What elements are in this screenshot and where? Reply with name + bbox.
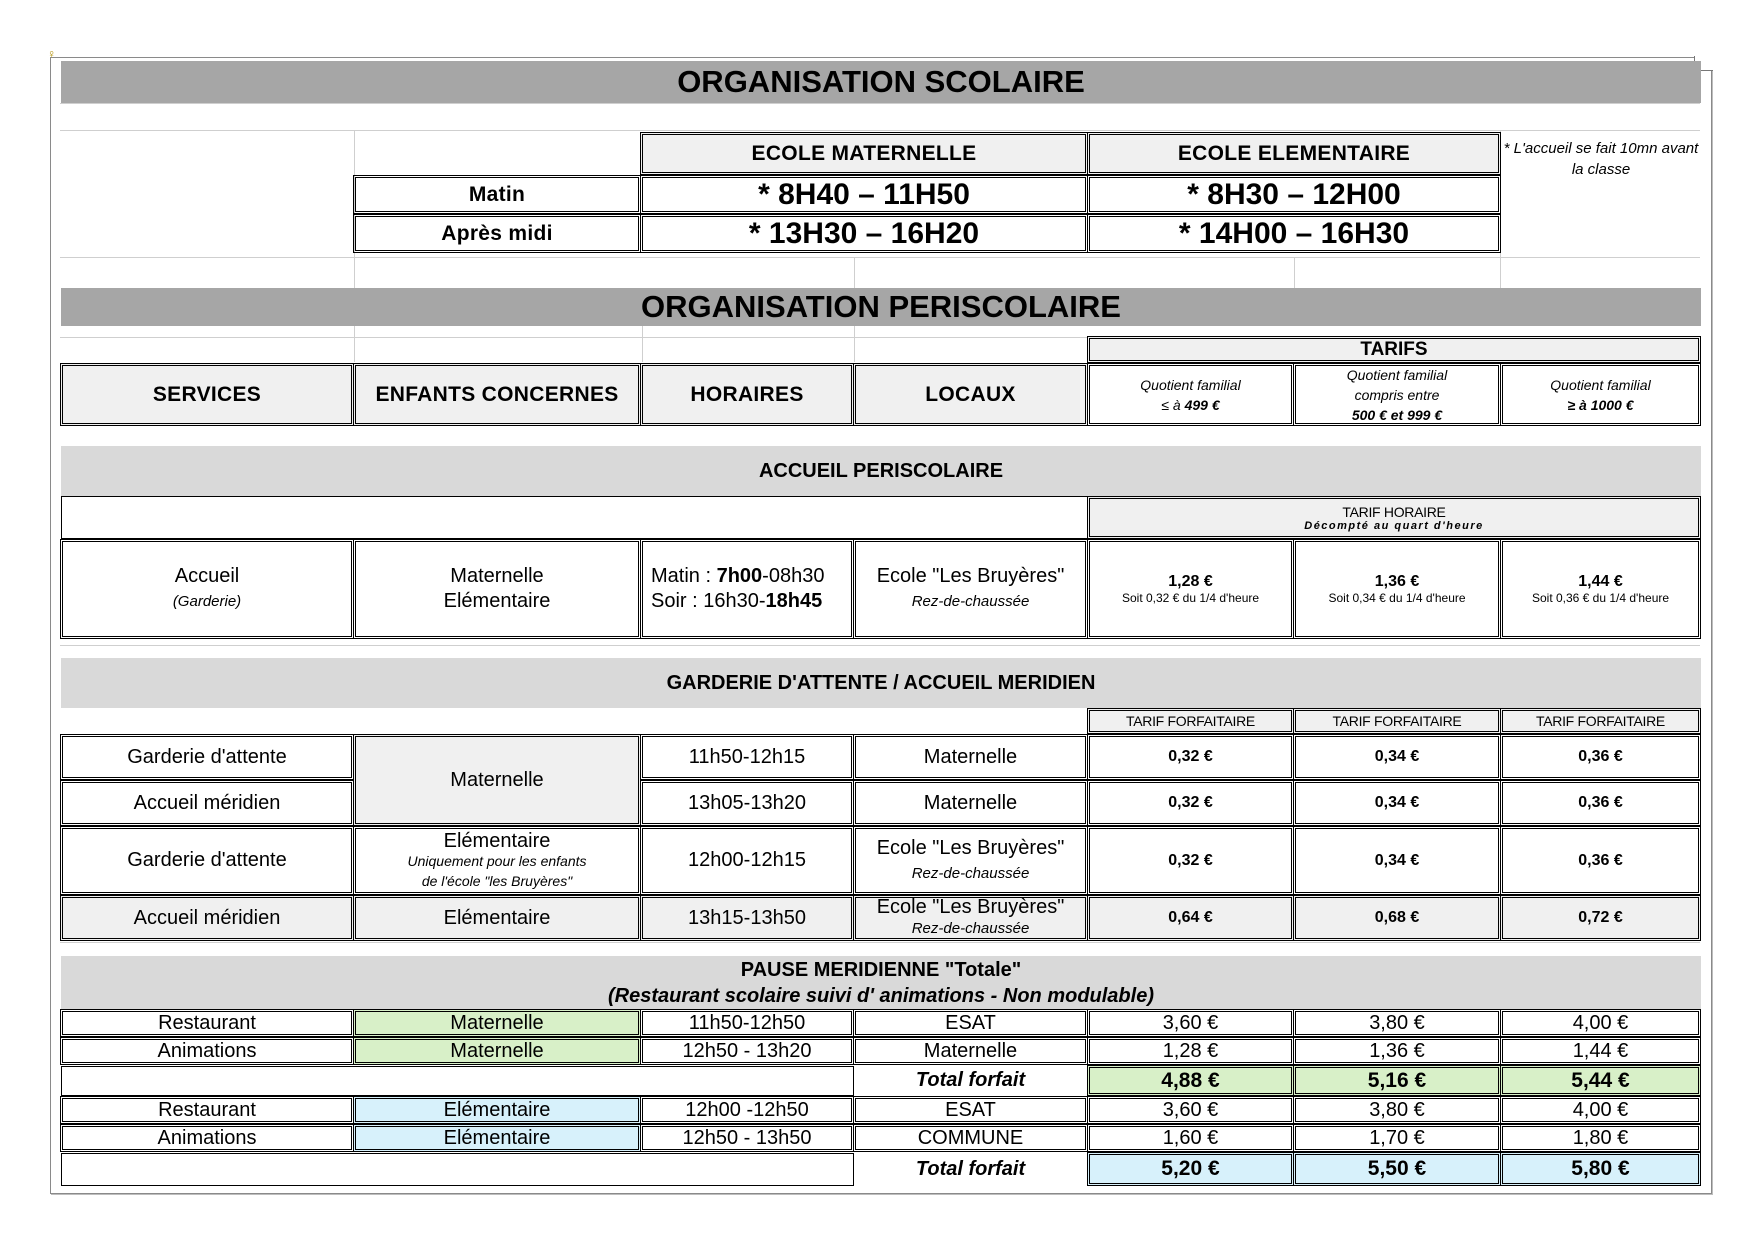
grid-line — [60, 257, 1700, 258]
pause-mat-row-1-price-1: 3,60 € — [1087, 1009, 1294, 1037]
pause-mat-row-1-enfants: Maternelle — [353, 1009, 641, 1037]
garderie-row-1-horaires: 11h50-12h15 — [640, 734, 854, 780]
grid-line — [854, 257, 855, 288]
garderie-row-1-price-1: 0,32 € — [1087, 734, 1294, 780]
pause-elem-total-1: 5,20 € — [1087, 1152, 1294, 1186]
quotient-2-header: Quotient familial compris entre 500 € et 999 € — [1293, 363, 1501, 426]
quotient-1-header: Quotient familial ≤ à 499 € — [1087, 363, 1294, 426]
pause-elem-row-1-service: Restaurant — [60, 1096, 354, 1124]
pause-mat-total-label: Total forfait — [915, 1069, 1026, 1091]
scolaire-title: ORGANISATION SCOLAIRE — [61, 61, 1701, 103]
garderie-row-2-price-2: 0,34 € — [1293, 780, 1501, 826]
garderie-row-2-horaires: 13h05-13h20 — [640, 780, 854, 826]
garderie-row-1-price-3: 0,36 € — [1500, 734, 1701, 780]
grid-line — [60, 645, 1700, 646]
pause-elem-row-2-horaires: 12h50 - 13h50 — [640, 1124, 854, 1152]
pause-elem-row-1-price-3: 4,00 € — [1500, 1096, 1701, 1124]
pause-elem-row-1-locaux: ESAT — [853, 1096, 1088, 1124]
maternelle-apres-midi: * 13H30 – 16H20 — [640, 214, 1088, 253]
grid-line — [854, 322, 855, 362]
tarifs-header: TARIFS — [1087, 336, 1701, 363]
apres-midi-label: Après midi — [353, 214, 641, 253]
pin-icon: ♀ — [47, 47, 56, 61]
pause-mat-row-2-locaux: Maternelle — [853, 1037, 1088, 1065]
grid-line — [60, 130, 1700, 131]
grid-line — [642, 322, 643, 362]
garderie-row-4-enfants: Elémentaire — [353, 895, 641, 941]
garderie-row-1-price-2: 0,34 € — [1293, 734, 1501, 780]
garderie-row-3-price-3: 0,36 € — [1500, 826, 1701, 895]
garderie-row-3-horaires: 12h00-12h15 — [640, 826, 854, 895]
scolaire-note: * L'accueil se fait 10mn avant la classe — [1503, 140, 1699, 178]
pause-mat-row-1-price-3: 4,00 € — [1500, 1009, 1701, 1037]
pause-mat-row-2-price-3: 1,44 € — [1500, 1037, 1701, 1065]
pause-mat-total-blank — [61, 1066, 854, 1096]
pause-mat-row-1-service: Restaurant — [60, 1009, 354, 1037]
pause-elem-row-2-price-1: 1,60 € — [1087, 1124, 1294, 1152]
grid-line — [354, 322, 355, 362]
pause-mat-row-2-service: Animations — [60, 1037, 354, 1065]
garderie-row-4-price-3: 0,72 € — [1500, 895, 1701, 941]
garderie-row-2-locaux: Maternelle — [853, 780, 1088, 826]
periscolaire-title: ORGANISATION PERISCOLAIRE — [61, 288, 1701, 326]
pause-mat-total-2: 5,16 € — [1293, 1065, 1501, 1096]
garderie-section-title: GARDERIE D'ATTENTE / ACCUEIL MERIDIEN — [61, 658, 1701, 708]
pause-mat-row-2-horaires: 12h50 - 13h20 — [640, 1037, 854, 1065]
garderie-row-2-price-3: 0,36 € — [1500, 780, 1701, 826]
garderie-row-4-horaires: 13h15-13h50 — [640, 895, 854, 941]
pause-mat-row-1-price-2: 3,80 € — [1293, 1009, 1501, 1037]
pause-elem-row-1-price-2: 3,80 € — [1293, 1096, 1501, 1124]
pause-elem-row-2-price-2: 1,70 € — [1293, 1124, 1501, 1152]
pause-elem-row-1-price-1: 3,60 € — [1087, 1096, 1294, 1124]
pause-elem-total-3: 5,80 € — [1500, 1152, 1701, 1186]
accueil-locaux: Ecole "Les Bruyères" Rez-de-chaussée — [853, 539, 1088, 639]
tarif-forfaitaire-1: TARIF FORFAITAIRE — [1087, 708, 1294, 734]
pause-section-title: PAUSE MERIDIENNE "Totale" (Restaurant scolaire suivi d' animations - Non modulable) — [61, 956, 1701, 1009]
maternelle-header: ECOLE MATERNELLE — [640, 132, 1088, 175]
tarif-horaire-header: TARIF HORAIRE Décompté au quart d'heure — [1087, 496, 1701, 539]
pause-mat-row-2-price-2: 1,36 € — [1293, 1037, 1501, 1065]
services-header: SERVICES — [60, 363, 354, 426]
accueil-horaires: Matin : 7h00-08h30 Soir : 16h30-18h45 — [640, 539, 854, 639]
pause-elem-row-2-enfants: Elémentaire — [353, 1124, 641, 1152]
elementaire-header: ECOLE ELEMENTAIRE — [1087, 132, 1501, 175]
pause-mat-total-3: 5,44 € — [1500, 1065, 1701, 1096]
accueil-enfants: Maternelle Elémentaire — [353, 539, 641, 639]
accueil-service: Accueil (Garderie) — [60, 539, 354, 639]
pause-mat-row-2-enfants: Maternelle — [353, 1037, 641, 1065]
pause-elem-row-2-service: Animations — [60, 1124, 354, 1152]
grid-line — [60, 103, 1700, 104]
elementaire-matin: * 8H30 – 12H00 — [1087, 175, 1501, 214]
garderie-row-3-locaux: Ecole "Les Bruyères" Rez-de-chaussée — [853, 826, 1088, 895]
garderie-row-2-service: Accueil méridien — [60, 780, 354, 826]
garderie-row-4-price-2: 0,68 € — [1293, 895, 1501, 941]
tarif-forfaitaire-3: TARIF FORFAITAIRE — [1500, 708, 1701, 734]
pause-mat-row-1-locaux: ESAT — [853, 1009, 1088, 1037]
pause-elem-total-label: Total forfait — [915, 1157, 1026, 1180]
pause-elem-row-2-price-3: 1,80 € — [1500, 1124, 1701, 1152]
pause-elem-total-2: 5,50 € — [1293, 1152, 1501, 1186]
pause-mat-row-2-price-1: 1,28 € — [1087, 1037, 1294, 1065]
garderie-row-3-price-2: 0,34 € — [1293, 826, 1501, 895]
garderie-row-3-enfants: Elémentaire Uniquement pour les enfants de l'école "les Bruyères" — [353, 826, 641, 895]
matin-label: Matin — [353, 175, 641, 214]
accueil-price-3: 1,44 € Soit 0,36 € du 1/4 d'heure — [1500, 539, 1701, 639]
maternelle-matin: * 8H40 – 11H50 — [640, 175, 1088, 214]
tarif-forfaitaire-2: TARIF FORFAITAIRE — [1293, 708, 1501, 734]
garderie-row-1-service: Garderie d'attente — [60, 734, 354, 780]
horaires-header: HORAIRES — [640, 363, 854, 426]
locaux-header: LOCAUX — [853, 363, 1088, 426]
pause-mat-total-1: 4,88 € — [1087, 1065, 1294, 1096]
garderie-row-1-locaux: Maternelle — [853, 734, 1088, 780]
grid-line — [1294, 257, 1295, 288]
garderie-row-3-price-1: 0,32 € — [1087, 826, 1294, 895]
accueil-blank-cell — [61, 496, 1088, 539]
garderie-row-4-service: Accueil méridien — [60, 895, 354, 941]
pause-elem-row-1-enfants: Elémentaire — [353, 1096, 641, 1124]
accueil-price-1: 1,28 € Soit 0,32 € du 1/4 d'heure — [1087, 539, 1294, 639]
enfants-header: ENFANTS CONCERNES — [353, 363, 641, 426]
pause-elem-row-1-horaires: 12h00 -12h50 — [640, 1096, 854, 1124]
garderie-row-4-locaux: Ecole "Les Bruyères" Rez-de-chaussée — [853, 895, 1088, 941]
quotient-3-header: Quotient familial ≥ à 1000 € — [1500, 363, 1701, 426]
garderie-row-3-service: Garderie d'attente — [60, 826, 354, 895]
pause-mat-row-1-horaires: 11h50-12h50 — [640, 1009, 854, 1037]
pause-elem-row-2-locaux: COMMUNE — [853, 1124, 1088, 1152]
garderie-maternelle-enfants: Maternelle — [353, 734, 641, 826]
accueil-price-2: 1,36 € Soit 0,34 € du 1/4 d'heure — [1293, 539, 1501, 639]
garderie-row-2-price-1: 0,32 € — [1087, 780, 1294, 826]
grid-line — [60, 942, 1700, 943]
garderie-row-4-price-1: 0,64 € — [1087, 895, 1294, 941]
pause-elem-total-blank — [61, 1153, 854, 1186]
elementaire-apres-midi: * 14H00 – 16H30 — [1087, 214, 1501, 253]
accueil-section-title: ACCUEIL PERISCOLAIRE — [61, 446, 1701, 496]
